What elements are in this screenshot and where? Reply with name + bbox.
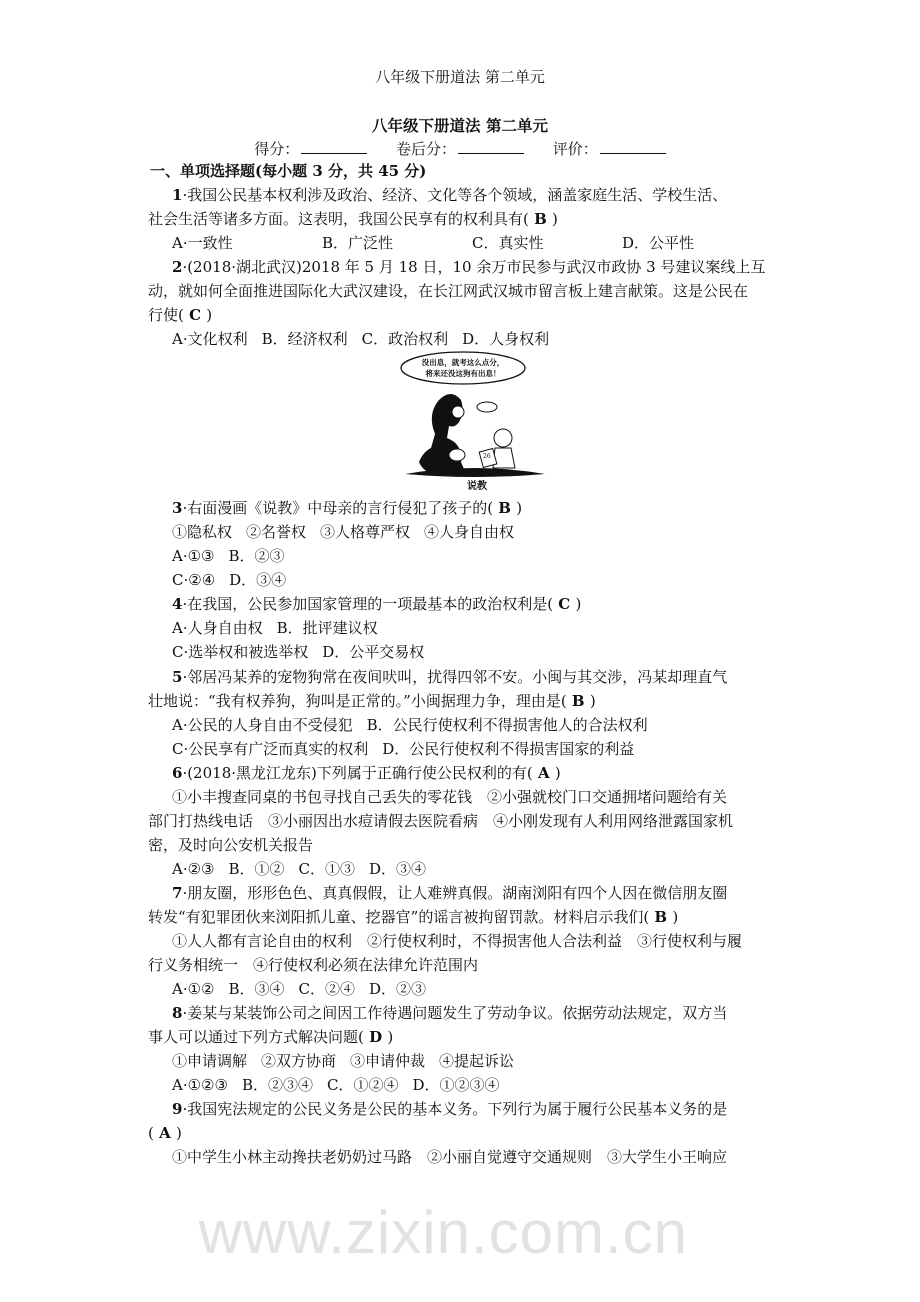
option-item: A·①② bbox=[172, 980, 215, 998]
question-line bbox=[172, 257, 765, 277]
option-item: B．①② bbox=[228, 860, 285, 878]
answer-letter: C bbox=[553, 595, 576, 613]
option-item: ④人身自由权 bbox=[424, 523, 515, 541]
answer-letter: D bbox=[363, 1028, 388, 1046]
option-item: A·公民的人身自由不受侵犯 bbox=[172, 716, 353, 734]
question-text: ·(2018·湖北武汉)2018 年 5 月 18 日，10 余万市民参与武汉市政协 3 号建议案线上互 bbox=[182, 258, 766, 276]
option-item: A·②③ bbox=[172, 860, 215, 878]
option-item: C·选举权和被选举权 bbox=[172, 643, 309, 661]
question-text: ·朋友圈，形形色色、真真假假，让人难辨真假。湖南浏阳有四个人因在微信朋友圈 bbox=[182, 884, 728, 902]
option-item: B．②③④ bbox=[241, 1076, 313, 1094]
question-text: 壮地说：“我有权养狗，狗叫是正常的。”小闽据理力争，理由是( bbox=[148, 692, 567, 710]
question-line bbox=[172, 931, 742, 951]
option-item: B．广泛性 bbox=[322, 234, 394, 252]
question-number: 8 bbox=[172, 1004, 183, 1022]
post-score-label: 卷后分： bbox=[395, 140, 456, 158]
question-text: 行使( bbox=[148, 306, 184, 324]
question-text: 密，及时向公安机关报告 bbox=[148, 836, 314, 854]
question-text: ·在我国，公民参加国家管理的一项最基本的政治权利是( bbox=[182, 595, 554, 613]
question-number: 9 bbox=[172, 1100, 183, 1118]
question-text: ·我国公民基本权利涉及政治、经济、文化等各个领域，涵盖家庭生活、学校生活、 bbox=[182, 186, 728, 204]
question-line bbox=[172, 498, 522, 518]
evaluation-label: 评价： bbox=[552, 140, 598, 158]
option-item: ④提起诉讼 bbox=[439, 1052, 515, 1070]
question-text: ①中学生小林主动搀扶老奶奶过马路 ②小丽自觉遵守交通规则 ③大学生小王响应 bbox=[172, 1148, 728, 1166]
options-line bbox=[172, 1075, 514, 1095]
options-line bbox=[172, 233, 772, 253]
options-line bbox=[172, 522, 528, 542]
options-line bbox=[172, 715, 662, 735]
question-line bbox=[172, 1099, 727, 1119]
options-line bbox=[172, 618, 392, 638]
options-line bbox=[172, 1051, 528, 1071]
answer-letter: B bbox=[649, 908, 673, 926]
question-line bbox=[148, 955, 478, 975]
question-text: ·姜某与某装饰公司之间因工作待遇问题发生了劳动争议。依据劳动法规定，双方当 bbox=[182, 1004, 728, 1022]
question-line bbox=[148, 835, 313, 855]
question-text: 部门打热线电话 ③小丽因出水痘请假去医院看病 ④小刚发现有人利用网络泄露国家机 bbox=[148, 812, 734, 830]
option-item: ②名誉权 bbox=[246, 523, 307, 541]
question-line bbox=[148, 281, 748, 301]
options-line bbox=[172, 642, 438, 662]
question-line bbox=[172, 594, 581, 614]
question-text: 动，就如何全面推进国际化大武汉建设，在长江网武汉城市留言板上建言献策。这是公民在 bbox=[148, 282, 749, 300]
answer-letter: C bbox=[183, 306, 207, 324]
option-item: D．②③ bbox=[369, 980, 427, 998]
options-line bbox=[172, 859, 440, 879]
option-item: ②双方协商 bbox=[261, 1052, 337, 1070]
watermark: www.zixin.com.cn bbox=[198, 1199, 688, 1266]
option-item: C·②④ bbox=[172, 571, 216, 589]
answer-close-paren: ) bbox=[206, 306, 213, 324]
question-number: 4 bbox=[172, 595, 183, 613]
question-line bbox=[148, 691, 596, 711]
section-heading: 一、单项选择题(每小题 3 分，共 45 分) bbox=[150, 162, 427, 180]
question-line bbox=[148, 209, 558, 229]
answer-close-paren: ) bbox=[672, 908, 679, 926]
option-item: B．②③ bbox=[228, 547, 285, 565]
option-item: B．公民行使权利不得损害他人的合法权利 bbox=[366, 716, 648, 734]
cartoon-illustration bbox=[395, 350, 560, 495]
question-text: ·我国宪法规定的公民义务是公民的基本义务。下列行为属于履行公民基本义务的是 bbox=[182, 1100, 728, 1118]
question-number: 1 bbox=[172, 186, 183, 204]
option-item: C·公民享有广泛而真实的权利 bbox=[172, 740, 369, 758]
paper-score: 26 bbox=[483, 453, 491, 460]
question-number: 6 bbox=[172, 764, 183, 782]
question-text: 转发“有犯罪团伙来浏阳抓儿童、挖器官”的谣言被拘留罚款。材料启示我们( bbox=[148, 908, 650, 926]
option-item: ①隐私权 bbox=[172, 523, 233, 541]
option-item: C．政治权利 bbox=[361, 330, 449, 348]
option-item: ③人格尊严权 bbox=[320, 523, 411, 541]
option-item: D．公平性 bbox=[622, 234, 695, 252]
option-item: D．①②③④ bbox=[412, 1076, 500, 1094]
option-item: ③申请仲裁 bbox=[350, 1052, 426, 1070]
answer-letter: B bbox=[566, 692, 590, 710]
answer-close-paren: ) bbox=[575, 595, 582, 613]
answer-close-paren: ) bbox=[589, 692, 596, 710]
question-text: ·右面漫画《说教》中母亲的言行侵犯了孩子的( bbox=[182, 499, 494, 517]
answer-close-paren: ) bbox=[554, 764, 561, 782]
option-item: D．③④ bbox=[369, 860, 427, 878]
option-item: A·人身自由权 bbox=[172, 619, 263, 637]
answer-close-paren: ) bbox=[551, 210, 558, 228]
question-number: 5 bbox=[172, 668, 183, 686]
option-item: A·①②③ bbox=[172, 1076, 228, 1094]
question-line bbox=[148, 1027, 393, 1047]
page-header: 八年级下册道法 第二单元 bbox=[375, 68, 545, 86]
option-item: B．批评建议权 bbox=[276, 619, 378, 637]
question-text: ①小丰搜查同桌的书包寻找自己丢失的零花钱 ②小强就校门口交通拥堵问题给有关 bbox=[172, 788, 728, 806]
question-number: 7 bbox=[172, 884, 183, 902]
answer-letter: B bbox=[493, 499, 517, 517]
option-item: D．③④ bbox=[229, 571, 287, 589]
score-row bbox=[0, 138, 920, 159]
options-line bbox=[172, 979, 440, 999]
answer-close-paren: ) bbox=[387, 1028, 394, 1046]
score-blank[interactable] bbox=[301, 139, 367, 154]
option-item: A·文化权利 bbox=[172, 330, 248, 348]
question-line bbox=[148, 811, 733, 831]
question-text: ( bbox=[148, 1124, 154, 1142]
answer-close-paren: ) bbox=[175, 1124, 182, 1142]
question-line bbox=[172, 787, 727, 807]
question-text: ·邻居冯某养的宠物狗常在夜间吠叫，扰得四邻不安。小闽与其交涉，冯某却理直气 bbox=[182, 668, 728, 686]
question-line bbox=[172, 883, 727, 903]
option-item: C．①②④ bbox=[326, 1076, 399, 1094]
bubble-text-1: 没出息，就考这么点分， bbox=[421, 358, 505, 367]
options-line bbox=[172, 329, 563, 349]
option-item: C．真实性 bbox=[472, 234, 544, 252]
question-text: 社会生活等诸多方面。这表明，我国公民享有的权利具有( bbox=[148, 210, 529, 228]
cartoon-caption: 说教 bbox=[467, 481, 487, 492]
option-item: D．公平交易权 bbox=[322, 643, 425, 661]
answer-close-paren: ) bbox=[516, 499, 523, 517]
option-item: ①申请调解 bbox=[172, 1052, 248, 1070]
options-line bbox=[172, 739, 648, 759]
option-item: B．③④ bbox=[228, 980, 285, 998]
bubble-text-2: 将来还没这狗有出息！ bbox=[425, 369, 501, 378]
question-number: 2 bbox=[172, 258, 183, 276]
question-line bbox=[172, 1003, 727, 1023]
question-text: 事人可以通过下列方式解决问题( bbox=[148, 1028, 364, 1046]
option-item: D．公民行使权利不得损害国家的利益 bbox=[382, 740, 635, 758]
options-line bbox=[172, 570, 300, 590]
answer-letter: A bbox=[532, 764, 555, 782]
question-line bbox=[148, 907, 678, 927]
option-item: A·①③ bbox=[172, 547, 215, 565]
post-score-blank[interactable] bbox=[458, 139, 524, 154]
answer-letter: B bbox=[528, 210, 552, 228]
question-line bbox=[172, 667, 727, 687]
evaluation-blank[interactable] bbox=[600, 139, 666, 154]
question-text: 行义务相统一 ④行使权利必须在法律允许范围内 bbox=[148, 956, 479, 974]
question-line bbox=[172, 1147, 727, 1167]
question-line bbox=[172, 185, 727, 205]
question-text: ·(2018·黑龙江龙东)下列属于正确行使公民权利的有( bbox=[182, 764, 533, 782]
page-title: 八年级下册道法 第二单元 bbox=[372, 116, 548, 135]
question-line bbox=[148, 305, 212, 325]
question-line bbox=[148, 1123, 182, 1143]
score-label: 得分： bbox=[254, 140, 300, 158]
options-line bbox=[172, 546, 299, 566]
question-number: 3 bbox=[172, 499, 183, 517]
option-item: D．人身权利 bbox=[462, 330, 550, 348]
option-item: B．经济权利 bbox=[261, 330, 348, 348]
option-item: C．①③ bbox=[298, 860, 356, 878]
option-item: C．②④ bbox=[298, 980, 356, 998]
question-text: ①人人都有言论自由的权利 ②行使权利时，不得损害他人合法利益 ③行使权利与履 bbox=[172, 932, 743, 950]
question-line bbox=[172, 763, 561, 783]
answer-letter: A bbox=[153, 1124, 176, 1142]
option-item: A·一致性 bbox=[172, 234, 233, 252]
